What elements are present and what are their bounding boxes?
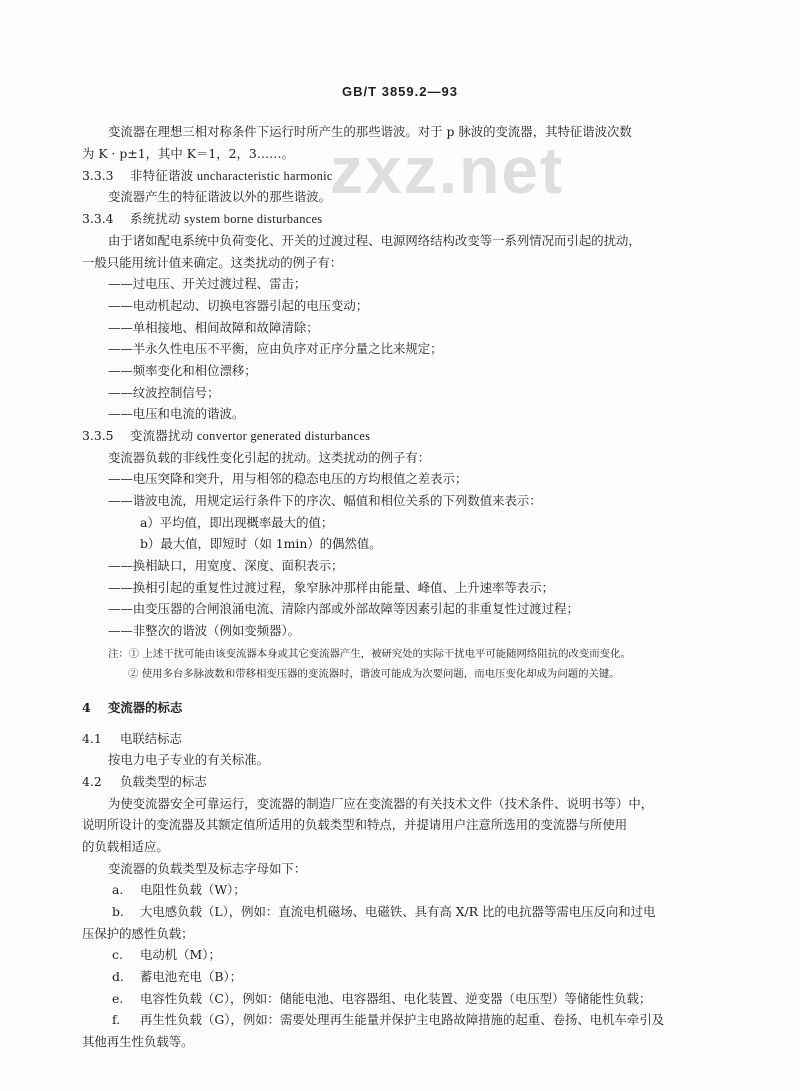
list-key: b. [112, 904, 124, 919]
section-number: 3.3.4 [82, 211, 114, 226]
section-number: 3.3.5 [82, 428, 114, 443]
para-line: 变流器在理想三相对称条件下运行时所产生的那些谐波。对于 p 脉波的变流器，其特征谐波次数 [108, 124, 632, 139]
sub-list-item: b）最大值，即短时（如 1min）的偶然值。 [140, 536, 382, 551]
section-title: 变流器的标志 [108, 700, 183, 715]
list-item: 大电感负载（L），例如：直流电机磁场、电磁铁、具有高 X/R 比的电抗器等需电压反向和过电 [140, 904, 656, 919]
list-item: 其他再生性负载等。 [82, 1034, 194, 1049]
watermark: zxz.net [330, 133, 565, 207]
list-item: ——电压突降和突升，用与相邻的稳态电压的方均根值之差表示； [108, 471, 468, 486]
para-line: 的负载相适应。 [82, 839, 169, 854]
list-key: d. [112, 969, 124, 984]
section-number: 4.1 [82, 731, 102, 746]
para-line: 为 K · p±1，其中 K＝1，2，3……。 [82, 146, 294, 161]
list-item: 电容性负载（C），例如：储能电池、电容器组、电化装置、逆变器（电压型）等储能性负载； [140, 991, 652, 1006]
list-item: ——电压和电流的谐波。 [108, 406, 245, 421]
section-number: 4.2 [82, 774, 102, 789]
list-item: ——单相接地、相间故障和故障清除； [108, 320, 319, 335]
list-item: ——换相引起的重复性过渡过程，象窄脉冲那样由能量、峰值、上升速率等表示； [108, 580, 555, 595]
list-item: ——纹波控制信号； [108, 385, 220, 400]
section-title: 电联结标志 [120, 731, 182, 746]
para-line: 变流器负载的非线性变化引起的扰动。这类扰动的例子有： [108, 450, 431, 465]
list-item: 蓄电池充电（B）； [140, 969, 243, 984]
sub-list-item: a）平均值，即出现概率最大的值； [140, 515, 334, 530]
standard-code-header: GB/T 3859.2—93 [342, 84, 458, 99]
list-item: 电阻性负载（W）； [140, 882, 246, 897]
list-key: e. [112, 991, 124, 1006]
list-item: ——半永久性电压不平衡，应由负序对正序分量之比来规定； [108, 341, 443, 356]
para-line: 变流器的负载类型及标志字母如下： [108, 861, 307, 876]
para-line: 说明所设计的变流器及其额定值所适用的负载类型和特点，并提请用户注意所选用的变流器与所使用 [82, 817, 628, 832]
list-key: a. [112, 882, 124, 897]
list-item: ——换相缺口，用宽度、深度、面积表示； [108, 558, 344, 573]
section-title: 非特征谐波 uncharacteristic harmonic [130, 169, 333, 183]
list-item: ——非整次的谐波（例如变频器）。 [108, 623, 301, 638]
list-item: ——谐波电流，用规定运行条件下的序次、幅值和相位关系的下列数值来表示： [108, 493, 542, 508]
note-line: 注：① 上述干扰可能由该变流器本身或其它变流器产生，被研究处的实际干扰电平可能随网络阻抗的改变而变化。 [108, 648, 631, 660]
list-item: 压保护的感性负载； [82, 926, 194, 941]
list-item: 再生性负载（G），例如：需要处理再生能量并保护主电路故障措施的起重、卷扬、电机车牵引及 [140, 1012, 665, 1027]
para-line: 由于诸如配电系统中负荷变化、开关的过渡过程、电源网络结构改变等一系列情况而引起的扰动， [108, 233, 641, 248]
para-line: 一般只能用统计值来确定。这类扰动的例子有： [82, 255, 343, 270]
list-key: c. [112, 947, 123, 962]
list-item: ——过电压、开关过渡过程、雷击； [108, 276, 307, 291]
section-number: 3.3.3 [82, 168, 114, 183]
section-number: 4 [82, 700, 91, 715]
section-title: 变流器扰动 convertor generated disturbances [130, 429, 371, 443]
section-title: 系统扰动 system borne disturbances [130, 212, 323, 226]
list-item: ——由变压器的合闸浪涌电流、清除内部或外部故障等因素引起的非重复性过渡过程； [108, 601, 579, 616]
para-line: 按电力电子专业的有关标准。 [108, 752, 270, 767]
para-line: 为使变流器安全可靠运行，变流器的制造厂应在变流器的有关技术文件（技术条件、说明书等）中， [108, 796, 654, 811]
list-item: ——电动机起动、切换电容器引起的电压变动； [108, 298, 369, 313]
section-title: 负载类型的标志 [120, 774, 207, 789]
list-item: 电动机（M）； [140, 947, 221, 962]
para-line: 变流器产生的特征谐波以外的那些谐波。 [108, 189, 332, 204]
list-item: ——频率变化和相位漂移； [108, 363, 257, 378]
note-line: ② 使用多台多脉波数和带移相变压器的变流器时，谐波可能成为次要问题，而电压变化却成为问题的关键。 [128, 668, 620, 680]
list-key: f. [112, 1012, 121, 1027]
